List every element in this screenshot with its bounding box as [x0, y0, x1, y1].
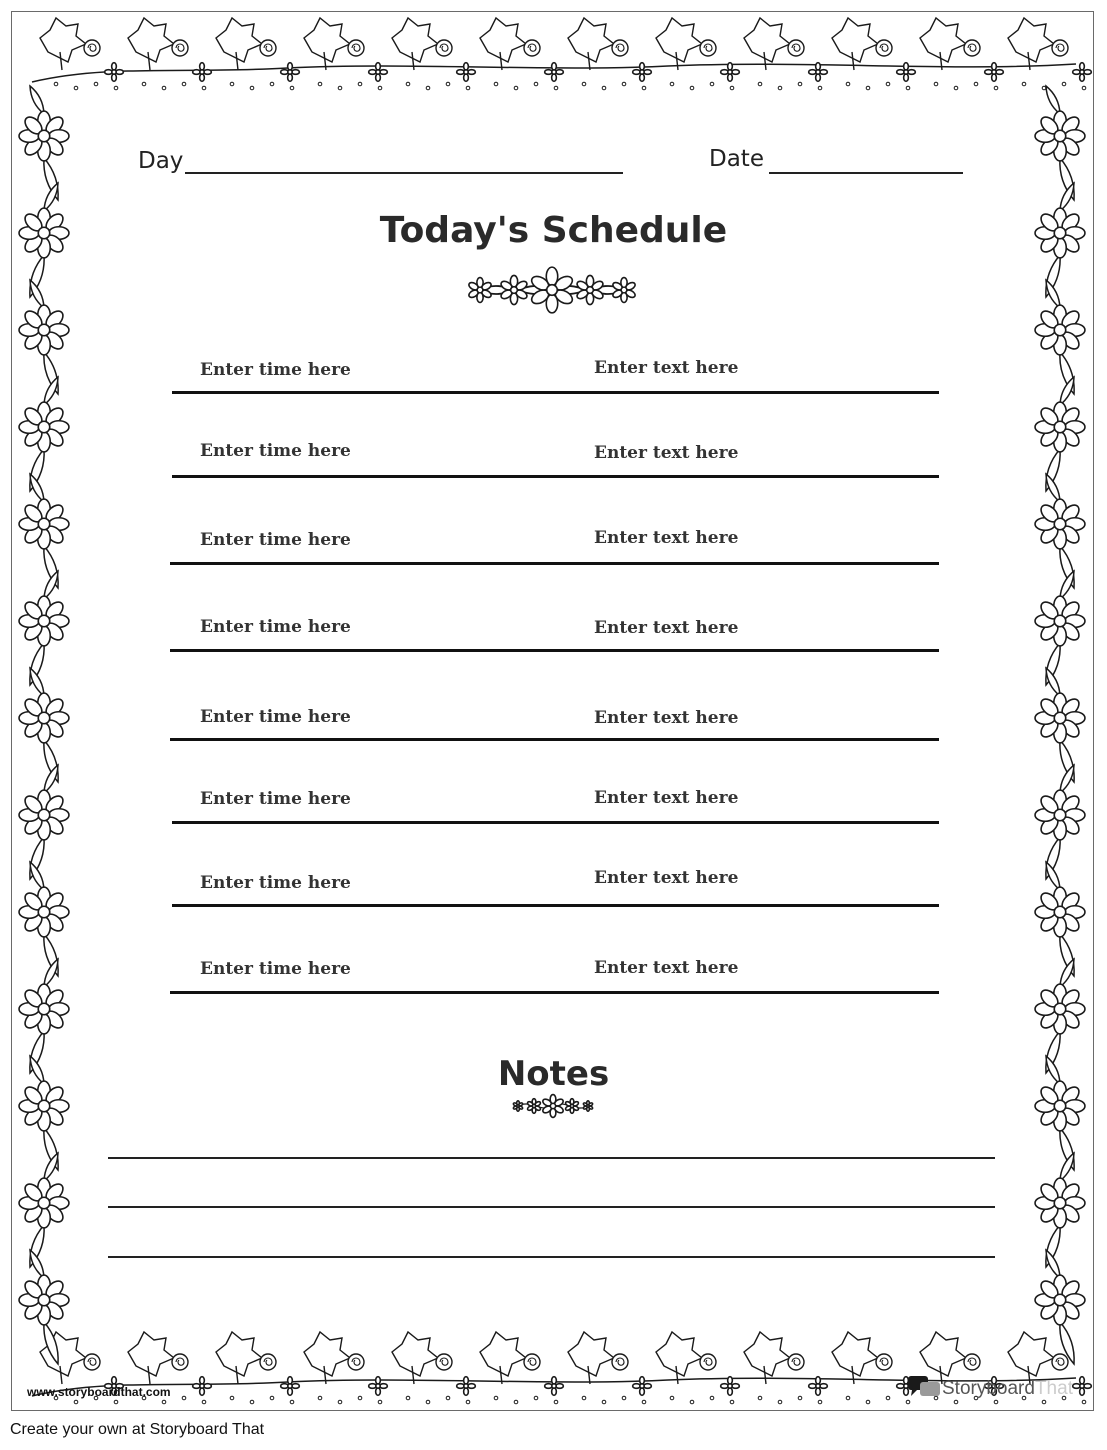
garland-dot	[406, 1396, 410, 1400]
garland-dot	[114, 1400, 118, 1404]
garland-dot	[622, 1396, 626, 1400]
garland-plant	[744, 18, 790, 70]
garland-dot	[114, 86, 118, 90]
notes-line[interactable]	[108, 1256, 995, 1258]
ornament-flower	[500, 275, 529, 304]
garland-dot	[670, 1396, 674, 1400]
garland-blossom	[369, 1377, 388, 1396]
garland-dot	[74, 1400, 78, 1404]
vine-flower	[19, 693, 69, 743]
garland-plant	[304, 18, 350, 70]
garland-dot	[142, 82, 146, 86]
text-cell[interactable]: Enter text here	[594, 958, 739, 978]
garland-rose	[876, 1354, 892, 1370]
storyboard-that-watermark	[906, 1374, 1073, 1400]
garland-dot	[934, 82, 938, 86]
garland-dot	[494, 1396, 498, 1400]
garland-dot	[846, 1396, 850, 1400]
garland-rose	[348, 1354, 364, 1370]
time-cell[interactable]: Enter time here	[200, 441, 351, 461]
ornament-flower	[612, 278, 637, 303]
garland-dot	[602, 86, 606, 90]
row-line	[170, 738, 939, 741]
garland-dot	[758, 1396, 762, 1400]
vine-flower	[19, 984, 69, 1034]
text-cell[interactable]: Enter text here	[594, 708, 739, 728]
garland-plant	[656, 18, 702, 70]
garland-dot	[886, 82, 890, 86]
garland-dot	[182, 1396, 186, 1400]
vine-flower	[1035, 596, 1085, 646]
flower-garland-top-icon	[28, 12, 1080, 92]
garland-dot	[270, 1396, 274, 1400]
garland-dot	[906, 1400, 910, 1404]
ornament-flower	[576, 275, 605, 304]
garland-dot	[94, 82, 98, 86]
time-cell[interactable]: Enter time here	[200, 959, 351, 979]
garland-dot	[798, 82, 802, 86]
garland-dot	[730, 1400, 734, 1404]
garland-plant	[392, 1332, 438, 1384]
small-floral-divider-icon	[512, 1095, 594, 1117]
garland-blossom	[369, 63, 388, 82]
garland-dot	[778, 86, 782, 90]
garland-rose	[84, 40, 100, 56]
garland-blossom	[985, 63, 1004, 82]
garland-dot	[378, 86, 382, 90]
time-cell[interactable]: Enter time here	[200, 617, 351, 637]
vine-flower	[19, 111, 69, 161]
garland-plant	[920, 18, 966, 70]
vine-flower	[19, 499, 69, 549]
garland-dot	[250, 86, 254, 90]
text-cell[interactable]: Enter text here	[594, 868, 739, 888]
brand-name-part2: That	[1034, 1378, 1073, 1399]
garland-rose	[436, 1354, 452, 1370]
garland-plant	[832, 1332, 878, 1384]
vine-flower	[1035, 1275, 1085, 1325]
ornament-center-flower	[529, 267, 574, 313]
garland-rose	[260, 40, 276, 56]
garland-blossom	[457, 1377, 476, 1396]
garland-plant	[392, 18, 438, 70]
garland-rose	[260, 1354, 276, 1370]
vine-flower	[1035, 111, 1085, 161]
garland-rose	[964, 1354, 980, 1370]
garland-rose	[700, 1354, 716, 1370]
garland-blossom	[633, 1377, 652, 1396]
garland-dot	[818, 86, 822, 90]
garland-plant	[216, 18, 262, 70]
garland-dot	[318, 1396, 322, 1400]
garland-rose	[1052, 1354, 1068, 1370]
garland-plant	[480, 1332, 526, 1384]
vine-flower	[19, 790, 69, 840]
garland-plant	[1008, 18, 1054, 70]
text-cell[interactable]: Enter text here	[594, 618, 739, 638]
garland-plant	[40, 18, 86, 70]
vine-flower	[19, 1178, 69, 1228]
garland-dot	[622, 82, 626, 86]
garland-dot	[358, 82, 362, 86]
vine-flower	[19, 305, 69, 355]
garland-dot	[642, 86, 646, 90]
garland-dot	[730, 86, 734, 90]
garland-dot	[954, 1400, 958, 1404]
time-cell[interactable]: Enter time here	[200, 360, 351, 380]
garland-blossom	[721, 63, 740, 82]
garland-dot	[358, 1396, 362, 1400]
floral-divider-icon	[466, 266, 638, 314]
date-label: Date	[709, 146, 764, 172]
garland-plant	[128, 1332, 174, 1384]
notes-title: Notes	[497, 1054, 610, 1094]
garland-rose	[348, 40, 364, 56]
garland-dot	[250, 1400, 254, 1404]
garland-dot	[162, 1400, 166, 1404]
text-cell[interactable]: Enter text here	[594, 528, 739, 548]
date-field[interactable]	[769, 172, 963, 174]
time-cell[interactable]: Enter time here	[200, 707, 351, 727]
garland-plant	[744, 1332, 790, 1384]
garland-plant	[480, 18, 526, 70]
garland-rose	[876, 40, 892, 56]
notes-line[interactable]	[108, 1157, 995, 1159]
row-line	[172, 821, 939, 824]
garland-dot	[514, 1400, 518, 1404]
flower-vine-left-icon	[16, 88, 72, 1348]
garland-dot	[778, 1400, 782, 1404]
storyboard-that-logo-icon	[906, 1374, 942, 1400]
garland-blossom	[193, 63, 212, 82]
garland-dot	[426, 1400, 430, 1404]
garland-dot	[1022, 82, 1026, 86]
garland-dot	[866, 1400, 870, 1404]
day-field[interactable]	[185, 172, 623, 174]
garland-dot	[554, 86, 558, 90]
vine-flower	[19, 1275, 69, 1325]
vine-leaf	[1046, 86, 1060, 114]
brand-name-part1: Storyboard	[942, 1378, 1035, 1399]
garland-dot	[1062, 82, 1066, 86]
time-cell[interactable]: Enter time here	[200, 530, 351, 550]
garland-rose	[524, 1354, 540, 1370]
garland-dot	[582, 1396, 586, 1400]
garland-rose	[700, 40, 716, 56]
row-line	[172, 475, 939, 478]
garland-dot	[1042, 1400, 1046, 1404]
garland-dot	[494, 82, 498, 86]
garland-dot	[230, 1396, 234, 1400]
website-watermark: www.storyboardthat.com	[27, 1385, 171, 1399]
garland-blossom	[281, 1377, 300, 1396]
garland-plant	[128, 18, 174, 70]
garland-rose	[612, 1354, 628, 1370]
garland-dot	[690, 1400, 694, 1404]
text-cell[interactable]: Enter text here	[594, 443, 739, 463]
garland-dot	[534, 82, 538, 86]
row-line	[172, 391, 939, 394]
vine-flower	[1035, 984, 1085, 1034]
garland-rose	[84, 1354, 100, 1370]
ornament-flower	[513, 1101, 523, 1111]
garland-rose	[524, 40, 540, 56]
garland-dot	[602, 1400, 606, 1404]
garland-dot	[230, 82, 234, 86]
garland-dot	[290, 1400, 294, 1404]
garland-blossom	[105, 63, 124, 82]
row-line	[170, 649, 939, 652]
garland-dot	[338, 86, 342, 90]
garland-dot	[582, 82, 586, 86]
garland-dot	[818, 1400, 822, 1404]
garland-dot	[554, 1400, 558, 1404]
garland-dot	[406, 82, 410, 86]
garland-dot	[994, 86, 998, 90]
garland-dot	[378, 1400, 382, 1404]
garland-rose	[172, 1354, 188, 1370]
garland-dot	[466, 1400, 470, 1404]
garland-dot	[690, 86, 694, 90]
garland-dot	[318, 82, 322, 86]
garland-dot	[162, 86, 166, 90]
garland-rose	[436, 40, 452, 56]
vine-flower	[1035, 402, 1085, 452]
garland-rose	[964, 40, 980, 56]
garland-plant	[832, 18, 878, 70]
garland-rose	[612, 40, 628, 56]
vine-flower	[1035, 499, 1085, 549]
vine-flower	[1035, 887, 1085, 937]
garland-rose	[788, 1354, 804, 1370]
garland-dot	[426, 86, 430, 90]
ornament-center-flower	[542, 1095, 565, 1118]
garland-dot	[886, 1396, 890, 1400]
garland-blossom	[633, 63, 652, 82]
garland-dot	[182, 82, 186, 86]
ornament-flower	[468, 278, 493, 303]
garland-dot	[270, 82, 274, 86]
garland-plant	[568, 18, 614, 70]
garland-blossom	[457, 63, 476, 82]
garland-dot	[514, 86, 518, 90]
footer-caption[interactable]: Create your own at Storyboard That	[10, 1421, 265, 1438]
garland-dot	[906, 86, 910, 90]
garland-plant	[568, 1332, 614, 1384]
garland-rose	[1052, 40, 1068, 56]
garland-dot	[710, 82, 714, 86]
garland-dot	[798, 1396, 802, 1400]
garland-dot	[954, 86, 958, 90]
garland-dot	[710, 1396, 714, 1400]
garland-dot	[446, 1396, 450, 1400]
row-line	[172, 904, 939, 907]
garland-dot	[466, 86, 470, 90]
vine-leaf	[30, 86, 44, 114]
row-line	[170, 562, 939, 565]
garland-plant	[216, 1332, 262, 1384]
vine-flower	[1035, 693, 1085, 743]
garland-dot	[994, 1400, 998, 1404]
vine-flower	[1035, 1178, 1085, 1228]
garland-dot	[202, 1400, 206, 1404]
garland-dot	[758, 82, 762, 86]
vine-flower	[19, 887, 69, 937]
time-cell[interactable]: Enter time here	[200, 873, 351, 893]
vine-flower	[19, 596, 69, 646]
ornament-flower	[583, 1101, 593, 1111]
garland-rose	[788, 40, 804, 56]
garland-blossom	[193, 1377, 212, 1396]
garland-blossom	[545, 63, 564, 82]
vine-flower	[1035, 790, 1085, 840]
text-cell[interactable]: Enter text here	[594, 358, 739, 378]
garland-dot	[290, 86, 294, 90]
garland-dot	[446, 82, 450, 86]
ornament-flower	[527, 1099, 541, 1114]
vine-flower	[1035, 305, 1085, 355]
garland-blossom	[281, 63, 300, 82]
garland-blossom	[721, 1377, 740, 1396]
day-label: Day	[138, 148, 184, 174]
garland-blossom	[545, 1377, 564, 1396]
garland-plant	[656, 1332, 702, 1384]
garland-dot	[974, 82, 978, 86]
schedule-title: Today's Schedule	[379, 210, 728, 251]
garland-dot	[866, 86, 870, 90]
garland-dot	[202, 86, 206, 90]
garland-dot	[846, 82, 850, 86]
vine-flower	[19, 402, 69, 452]
time-cell[interactable]: Enter time here	[200, 789, 351, 809]
garland-dot	[338, 1400, 342, 1404]
garland-rose	[172, 40, 188, 56]
garland-dot	[534, 1396, 538, 1400]
flower-vine-right-icon	[1032, 88, 1088, 1348]
garland-dot	[642, 1400, 646, 1404]
garland-dot	[54, 82, 58, 86]
ornament-flower	[565, 1099, 579, 1114]
row-line	[170, 991, 939, 994]
garland-dot	[670, 82, 674, 86]
garland-dot	[74, 86, 78, 90]
notes-line[interactable]	[108, 1206, 995, 1208]
text-cell[interactable]: Enter text here	[594, 788, 739, 808]
garland-plant	[304, 1332, 350, 1384]
